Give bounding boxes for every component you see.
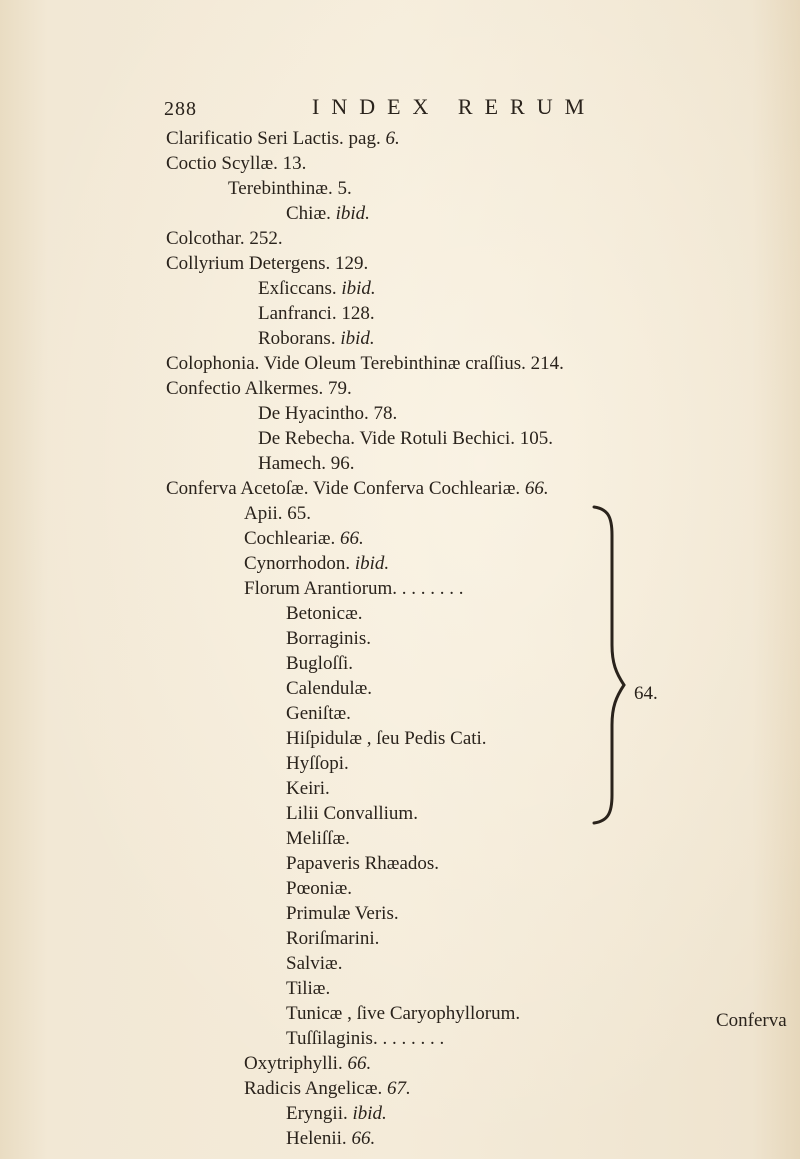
entry-text: Bugloſſi. <box>286 653 354 674</box>
entry-text: Conferva Acetoſæ. Vide Conferva Cochleariæ. <box>166 478 525 499</box>
index-entry <box>228 178 352 200</box>
entry-text: Cynorrhodon. <box>244 553 355 574</box>
entry-text: Colcothar. 252. <box>166 228 283 249</box>
index-entry <box>166 253 368 275</box>
index-entry <box>166 153 306 175</box>
index-entry <box>258 403 397 425</box>
entry-text: Geniſtæ. <box>286 703 351 724</box>
entry-text: Tuſſilaginis. . . . . . . . <box>286 1028 445 1049</box>
entry-ref: 67. <box>387 1078 411 1099</box>
index-entry <box>286 678 372 700</box>
entry-ref: 66. <box>347 1053 372 1074</box>
curly-brace-icon <box>590 505 626 825</box>
index-entry <box>286 728 487 750</box>
index-entry <box>258 328 375 350</box>
entry-text: Calendulæ. <box>286 678 373 699</box>
entry-text: Terebinthinæ. 5. <box>228 178 352 199</box>
entry-text: Exſiccans. <box>258 278 342 299</box>
entry-ref: 66. <box>524 478 549 499</box>
index-entry <box>286 1028 444 1050</box>
index-entry <box>244 553 389 575</box>
index-entry <box>286 903 399 925</box>
entry-ref: ibid. <box>341 278 376 299</box>
entry-text: De Hyacintho. 78. <box>258 403 398 424</box>
entry-ref: ibid. <box>340 328 375 349</box>
index-entry <box>286 203 370 225</box>
entry-text: Oxytriphylli. <box>244 1053 348 1074</box>
entry-text: Lanfranci. 128. <box>258 303 375 324</box>
entry-text: Keiri. <box>286 778 330 799</box>
index-entry <box>286 628 371 650</box>
index-entry <box>286 1128 375 1150</box>
index-entry <box>286 1003 520 1025</box>
index-entry <box>286 653 353 675</box>
index-entry <box>166 228 283 250</box>
index-entry <box>166 128 400 150</box>
index-entry <box>244 1053 371 1075</box>
index-entry <box>244 503 311 525</box>
entry-text: Pœoniæ. <box>286 878 352 899</box>
index-entry <box>244 528 364 550</box>
catchword: Conferva <box>716 1010 787 1031</box>
page-number: 288 <box>164 98 197 120</box>
running-head: INDEX RERUM <box>312 94 597 119</box>
index-entry <box>258 278 376 300</box>
entry-ref: ibid. <box>335 203 370 224</box>
entry-text: Papaveris Rhæados. <box>286 853 440 874</box>
index-entry <box>166 353 564 375</box>
entry-text: Eryngii. <box>286 1103 353 1124</box>
entry-text: Meliſſæ. <box>286 828 350 849</box>
brace-page-reference: 64. <box>634 683 658 704</box>
index-entry <box>244 1078 411 1100</box>
entry-text: Coctio Scyllæ. 13. <box>166 153 307 174</box>
entry-ref: ibid. <box>354 553 390 574</box>
entry-text: Clarificatio Seri Lactis. pag. <box>166 128 386 149</box>
entry-text: Colophonia. Vide Oleum Terebinthinæ craſſius. 214. <box>166 353 564 374</box>
entry-text: Borraginis. <box>286 628 371 649</box>
entry-ref: 66. <box>340 528 364 549</box>
entry-text: Lilii Convallium. <box>286 803 418 824</box>
entry-text: Tiliæ. <box>286 978 331 999</box>
entry-text: Radicis Angelicæ. <box>244 1078 388 1099</box>
entry-text: Roriſmarini. <box>286 928 380 949</box>
index-entry <box>166 478 549 500</box>
entry-text: Primulæ Veris. <box>286 903 399 924</box>
entry-text: Hyſſopi. <box>286 753 349 774</box>
entry-text: Apii. 65. <box>244 503 312 524</box>
index-entry <box>286 828 350 850</box>
entry-text: Confectio Alkermes. 79. <box>166 378 352 399</box>
entry-text: Hiſpidulæ , ſeu Pedis Cati. <box>286 728 487 749</box>
index-entry <box>286 953 342 975</box>
index-entry <box>286 878 352 900</box>
index-entry <box>286 803 418 825</box>
index-entry <box>258 303 375 325</box>
entry-text: De Rebecha. Vide Rotuli Bechici. 105. <box>258 428 554 449</box>
entry-text: Florum Arantiorum. . . . . . . . <box>244 578 464 599</box>
index-entry <box>286 603 363 625</box>
entry-text: Hamech. 96. <box>258 453 355 474</box>
entry-text: Helenii. <box>286 1128 352 1149</box>
index-entry <box>258 453 355 475</box>
index-entry <box>286 778 330 800</box>
index-entry <box>244 578 464 600</box>
entry-text: Chiæ. <box>286 203 336 224</box>
entry-text: Collyrium Detergens. 129. <box>166 253 369 274</box>
entry-ref: 6. <box>385 128 400 149</box>
index-entry <box>286 703 351 725</box>
entry-text: Cochleariæ. <box>244 528 341 549</box>
index-entry <box>286 753 349 775</box>
entry-text: Tunicæ , ſive Caryophyllorum. <box>286 1003 521 1024</box>
entry-ref: 66. <box>351 1128 376 1149</box>
index-entry <box>286 928 379 950</box>
entry-ref: ibid. <box>352 1103 387 1124</box>
index-entry <box>286 853 439 875</box>
index-entry <box>286 978 330 1000</box>
entry-text: Roborans. <box>258 328 341 349</box>
entry-text: Betonicæ. <box>286 603 363 624</box>
index-entry <box>166 378 352 400</box>
index-entry <box>286 1103 387 1125</box>
index-entry <box>258 428 553 450</box>
entry-text: Salviæ. <box>286 953 343 974</box>
